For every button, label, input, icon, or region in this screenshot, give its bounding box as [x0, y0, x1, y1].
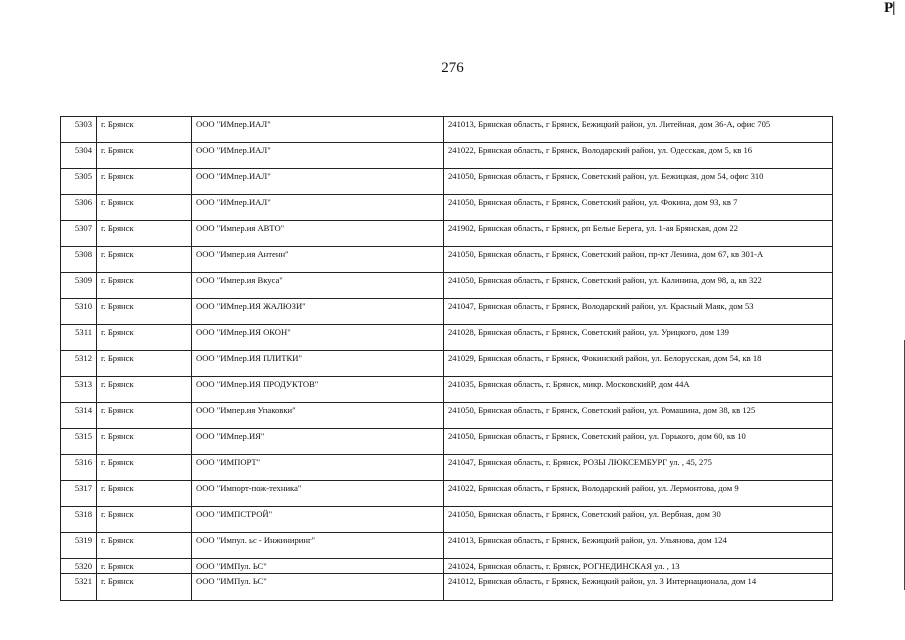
row-number: 5310 — [61, 299, 97, 325]
row-city: г. Брянск — [97, 481, 192, 507]
row-number: 5307 — [61, 221, 97, 247]
row-city: г. Брянск — [97, 559, 192, 574]
row-address: 241029, Брянская область, г Брянск, Фокинский район, ул. Белорусская, дом 54, кв 18 — [444, 351, 833, 377]
row-city: г. Брянск — [97, 221, 192, 247]
table-row — [61, 481, 833, 507]
row-org-name: ООО "Импер.ия Антенн" — [192, 247, 444, 273]
row-org-name: ООО "ИМПул. ЬС" — [192, 559, 444, 574]
row-address: 241050, Брянская область, г Брянск, Советский район, ул. Калинина, дом 98, а, кв 322 — [444, 273, 833, 299]
table-row — [61, 143, 833, 169]
table-row — [61, 247, 833, 273]
row-address: 241024, Брянская область, г. Брянск, РОГНЕДИНСКАЯ ул. , 13 — [444, 559, 833, 574]
table-row — [61, 403, 833, 429]
row-address: 241012, Брянская область, г Брянск, Бежицкий район, ул. 3 Интернационала, дом 14 — [444, 574, 833, 601]
row-org-name: ООО "ИМпер.ИЯ ОКОН" — [192, 325, 444, 351]
row-org-name: ООО "ИМпер.ИАЛ" — [192, 117, 444, 143]
registry-table-body — [61, 117, 833, 601]
row-number: 5315 — [61, 429, 97, 455]
table-row — [61, 325, 833, 351]
row-number: 5309 — [61, 273, 97, 299]
row-number: 5318 — [61, 507, 97, 533]
row-number: 5319 — [61, 533, 97, 559]
row-number: 5303 — [61, 117, 97, 143]
row-number: 5312 — [61, 351, 97, 377]
row-city: г. Брянск — [97, 247, 192, 273]
row-city: г. Брянск — [97, 273, 192, 299]
table-row — [61, 273, 833, 299]
row-address: 241013, Брянская область, г Брянск, Бежицкий район, ул. Ульянова, дом 124 — [444, 533, 833, 559]
table-row — [61, 507, 833, 533]
row-city: г. Брянск — [97, 507, 192, 533]
row-city: г. Брянск — [97, 117, 192, 143]
row-org-name: ООО "Импер.ия Вкуса" — [192, 273, 444, 299]
row-city: г. Брянск — [97, 403, 192, 429]
row-city: г. Брянск — [97, 574, 192, 601]
table-row — [61, 377, 833, 403]
table-row — [61, 117, 833, 143]
table-row — [61, 533, 833, 559]
row-number: 5321 — [61, 574, 97, 601]
row-number: 5305 — [61, 169, 97, 195]
row-org-name: ООО "ИМПСТРОЙ" — [192, 507, 444, 533]
row-org-name: ООО "Импул. ьс - Инжиниринг" — [192, 533, 444, 559]
table-row — [61, 299, 833, 325]
row-city: г. Брянск — [97, 377, 192, 403]
row-city: г. Брянск — [97, 455, 192, 481]
row-city: г. Брянск — [97, 169, 192, 195]
row-org-name: ООО "ИМпер.ИЯ" — [192, 429, 444, 455]
table-row — [61, 169, 833, 195]
row-address: 241047, Брянская область, г. Брянск, РОЗЫ ЛЮКСЕМБУРГ ул. , 45, 275 — [444, 455, 833, 481]
row-org-name: ООО "ИМпер.ИЯ ПРОДУКТОВ" — [192, 377, 444, 403]
table-row — [61, 195, 833, 221]
row-city: г. Брянск — [97, 325, 192, 351]
row-address: 241022, Брянская область, г Брянск, Володарский район, ул. Одесская, дом 5, кв 16 — [444, 143, 833, 169]
row-city: г. Брянск — [97, 429, 192, 455]
row-address: 241050, Брянская область, г Брянск, Советский район, ул. Горького, дом 60, кв 10 — [444, 429, 833, 455]
row-address: 241050, Брянская область, г Брянск, Советский район, ул. Вербная, дом 30 — [444, 507, 833, 533]
row-number: 5311 — [61, 325, 97, 351]
row-org-name: ООО "ИМпер.ИЯ ЖАЛЮЗИ" — [192, 299, 444, 325]
row-number: 5320 — [61, 559, 97, 574]
row-city: г. Брянск — [97, 195, 192, 221]
row-number: 5313 — [61, 377, 97, 403]
row-address: 241022, Брянская область, г Брянск, Володарский район, ул. Лермонтова, дом 9 — [444, 481, 833, 507]
row-number: 5306 — [61, 195, 97, 221]
row-city: г. Брянск — [97, 533, 192, 559]
row-org-name: ООО "Импер.ия Упаковки" — [192, 403, 444, 429]
row-address: 241050, Брянская область, г Брянск, Советский район, ул. Фокина, дом 93, кв 7 — [444, 195, 833, 221]
row-org-name: ООО "ИМпер.ИЯ ПЛИТКИ" — [192, 351, 444, 377]
table-row — [61, 559, 833, 574]
row-city: г. Брянск — [97, 299, 192, 325]
row-address: 241050, Брянская область, г Брянск, Советский район, пр-кт Ленина, дом 67, кв 301-А — [444, 247, 833, 273]
row-org-name: ООО "ИМпер.ИАЛ" — [192, 143, 444, 169]
table-row — [61, 455, 833, 481]
row-number: 5314 — [61, 403, 97, 429]
row-address: 241050, Брянская область, г Брянск, Советский район, ул. Бежицкая, дом 54, офис 310 — [444, 169, 833, 195]
row-number: 5317 — [61, 481, 97, 507]
row-address: 241013, Брянская область, г Брянск, Бежицкий район, ул. Литейная, дом 36-А, офис 705 — [444, 117, 833, 143]
table-row — [61, 221, 833, 247]
row-city: г. Брянск — [97, 143, 192, 169]
row-org-name: ООО "Импорт-пож-техника" — [192, 481, 444, 507]
row-address: 241902, Брянская область, г Брянск, рп Белые Берега, ул. 1-ая Брянская, дом 22 — [444, 221, 833, 247]
table-row — [61, 351, 833, 377]
row-org-name: ООО "ИМПОРТ" — [192, 455, 444, 481]
row-org-name: ООО "ИМпер.ИАЛ" — [192, 195, 444, 221]
row-number: 5308 — [61, 247, 97, 273]
row-org-name: ООО "Импер.ия АВТО" — [192, 221, 444, 247]
row-address: 241047, Брянская область, г Брянск, Володарский район, ул. Красный Маяк, дом 53 — [444, 299, 833, 325]
row-address: 241035, Брянская область, г. Брянск, микр. МосковскийР, дом 44А — [444, 377, 833, 403]
row-city: г. Брянск — [97, 351, 192, 377]
row-org-name: ООО "ИМПул. ЬС" — [192, 574, 444, 601]
page-number: 276 — [441, 60, 464, 76]
row-address: 241050, Брянская область, г Брянск, Советский район, ул. Ромашина, дом 38, кв 125 — [444, 403, 833, 429]
row-number: 5316 — [61, 455, 97, 481]
table-row — [61, 429, 833, 455]
row-number: 5304 — [61, 143, 97, 169]
registry-table — [60, 116, 833, 601]
corner-mark: P| — [884, 0, 895, 16]
row-org-name: ООО "ИМпер.ИАЛ" — [192, 169, 444, 195]
row-address: 241028, Брянская область, г Брянск, Советский район, ул. Урицкого, дом 139 — [444, 325, 833, 351]
table-row — [61, 574, 833, 601]
